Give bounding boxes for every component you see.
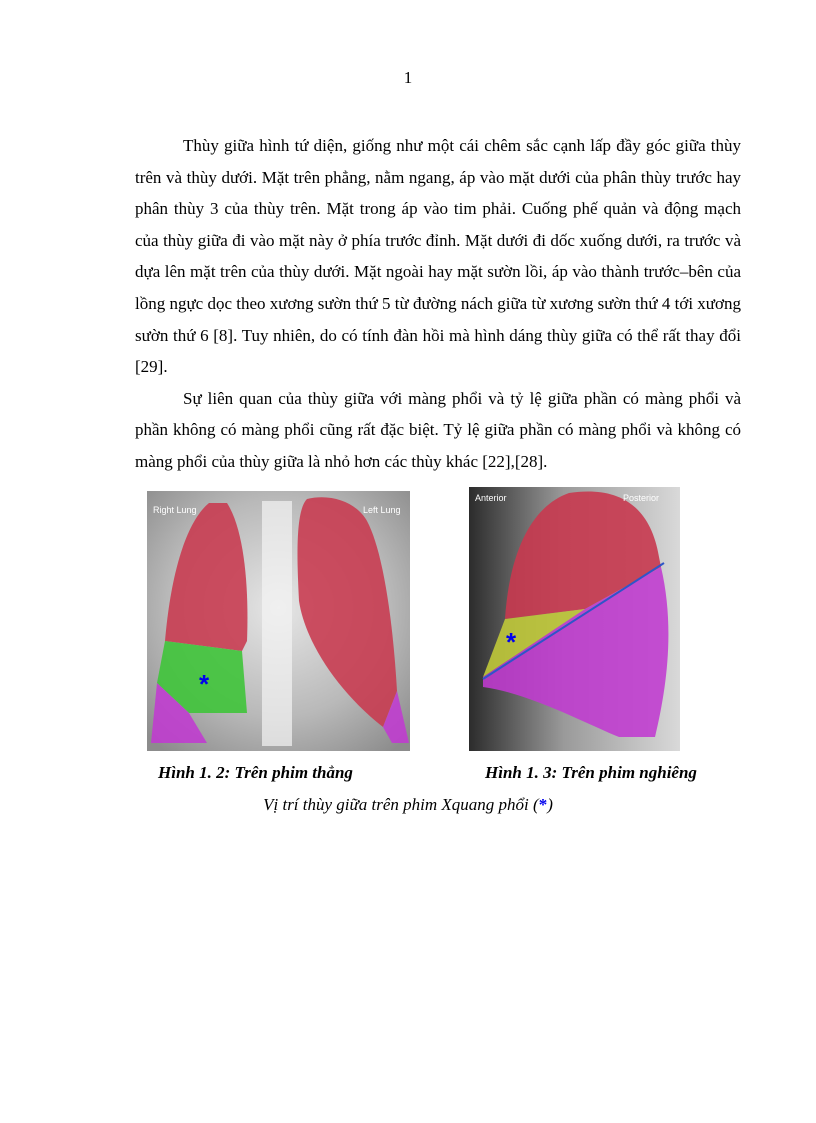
label-right-lung: Right Lung — [153, 505, 197, 515]
label-anterior: Anterior — [475, 493, 507, 503]
middle-lobe-marker: * — [199, 669, 210, 699]
label-left-lung: Left Lung — [363, 505, 401, 515]
figure-lateral-xray — [469, 487, 680, 751]
middle-lobe-marker: * — [506, 627, 517, 657]
lateral-xray-image — [469, 487, 680, 751]
body-text — [135, 130, 741, 478]
figure1-caption: Hình 1. 2: Trên phim thẳng — [158, 763, 353, 782]
paragraph-1: Thùy giữa hình tứ diện, giống như một cái chêm sắc cạnh lấp đầy góc giữa thùy trên và thùy dưới. Mặt trên phẳng, nằm ngang, áp vào mặt dưới của phân thùy trước hay phân thùy 3 của thùy trên. Mặt trong áp vào tim phải. Cuống phế quản và động mạch của thùy giữa đi vào mặt này ở phía trước đỉnh. Mặt dưới đi dốc xuống dưới, ra trước và dựa lên mặt trên của thùy dưới. Mặt ngoài hay mặt sườn lồi, áp vào thành trước–bên của lồng ngực dọc theo xương sườn thứ 5 từ đường nách giữa từ xương sườn thứ 4 tới xương sườn thứ 6 [8]. Tuy nhiên, do có tính đàn hồi mà hình dáng thùy giữa có thể rất thay đổi [29]. — [135, 136, 742, 377]
subcaption-suffix: ) — [547, 795, 553, 814]
label-posterior: Posterior — [623, 493, 660, 503]
frontal-xray-image — [147, 491, 410, 751]
figure2-caption: Hình 1. 3: Trên phim nghiêng — [485, 763, 697, 782]
figure-frontal-xray — [147, 491, 410, 751]
paragraph-2: Sự liên quan của thùy giữa với màng phổi và tỷ lệ giữa phần có màng phổi và phần không có màng phổi cũng rất đặc biệt. Tỷ lệ giữa phần có màng phổi và không có màng phổi của thùy giữa là nhỏ hơn các thùy khác [22],[28]. — [135, 388, 741, 471]
subcaption-prefix: Vị trí thùy giữa trên phim Xquang phổi ( — [263, 795, 539, 814]
spine-shadow — [262, 501, 292, 746]
page-number: 1 — [403, 68, 413, 87]
subcaption-marker: * — [538, 795, 548, 814]
figure-subcaption — [0, 795, 816, 815]
